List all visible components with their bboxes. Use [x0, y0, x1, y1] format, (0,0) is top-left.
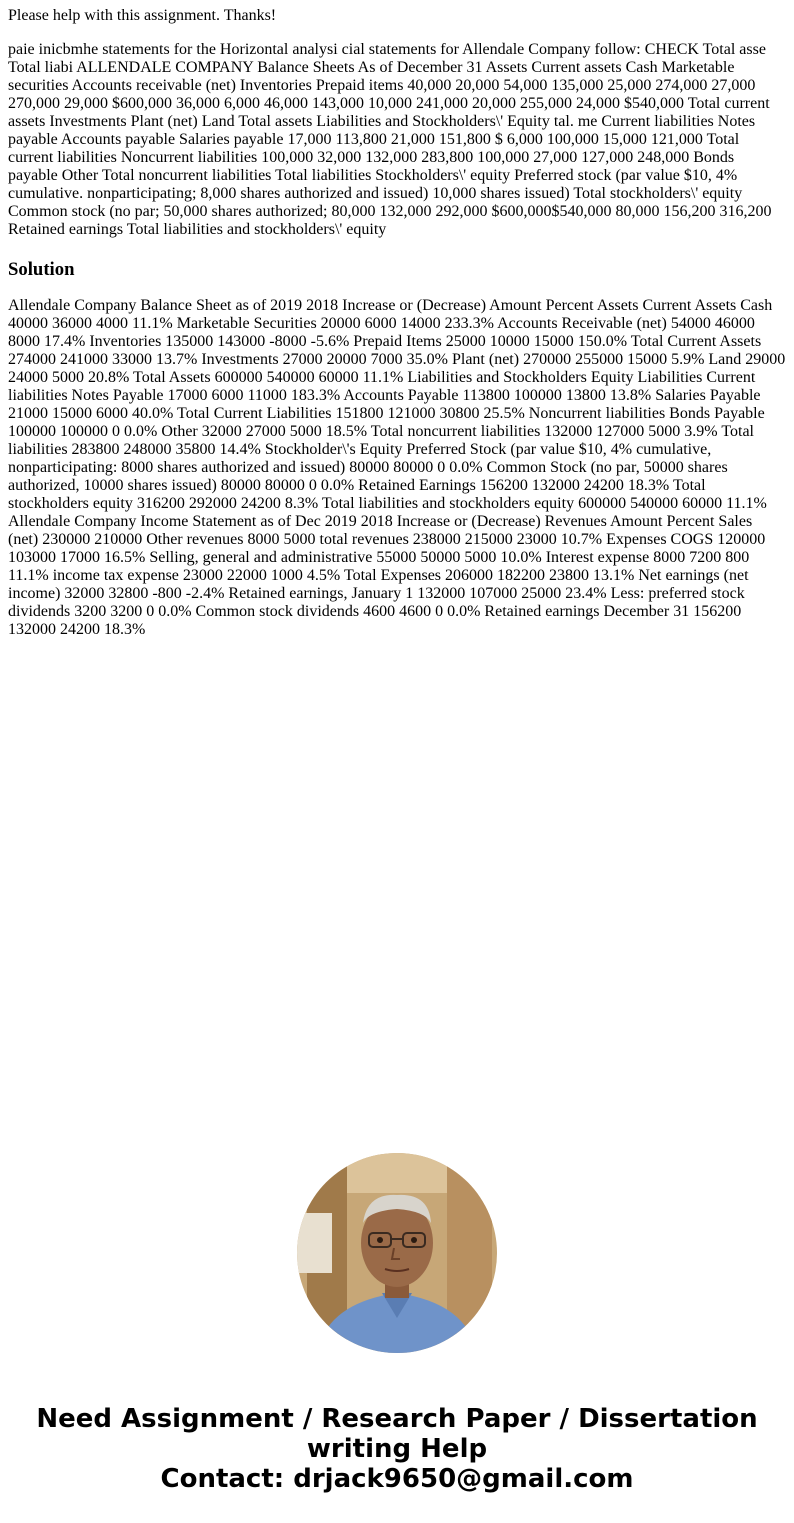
promo-banner: [0, 1404, 794, 1494]
promo-line-2: writing Help: [306, 1434, 488, 1464]
question-text: paie inicbmhe statements for the Horizontal analysi cial statements for Allendale Company follow: CHECK Total asse Total liabi ALLENDALE COMPANY Balance Sheets As of December 31 Assets Current assets Cash Marketable securities Accounts receivable (net) Inventories Prepaid items 40,000 20,000 54,000 135,000 25,000 274,000 27,000 270,000 29,000 $600,000 36,000 6,000 46,000 143,000 10,000 241,000 20,000 255,000 24,000 $540,000 Total current assets Investments Plant (net) Land Total assets Liabilities and Stockholders\' Equity tal. me Current liabilities Notes payable Accounts payable Salaries payable 17,000 113,800 21,000 151,800 $ 6,000 100,000 15,000 121,000 Total current liabilities Noncurrent liabilities 100,000 32,000 132,000 283,800 100,000 27,000 127,000 248,000 Bonds payable Other Total noncurrent liabilities Total liabilities Stockholders\' equity Preferred stock (par value $10, 4% cumulative. nonparticipating; 8,000 shares authorized and issued) 10,000 shares issued) Total stockholders\' equity Common stock (no par; 50,000 shares authorized; 80,000 132,000 292,000 $600,000$540,000 80,000 156,200 316,200 Retained earnings Total liabilities and stockholders\' equity: [8, 41, 772, 238]
author-photo-graphic: [297, 1153, 497, 1353]
solution-heading: Solution: [8, 259, 75, 280]
promo-line-1: Need Assignment / Research Paper / Dissertation: [36, 1404, 758, 1434]
solution-text: Allendale Company Balance Sheet as of 2019 2018 Increase or (Decrease) Amount Percent Assets Current Assets Cash 40000 36000 4000 11.1% Marketable Securities 20000 6000 14000 233.3% Accounts Receivable (net) 54000 46000 8000 17.4% Inventories 135000 143000 -8000 -5.6% Prepaid Items 25000 10000 15000 150.0% Total Current Assets 274000 241000 33000 13.7% Investments 27000 20000 7000 35.0% Plant (net) 270000 255000 15000 5.9% Land 29000 24000 5000 20.8% Total Assets 600000 540000 60000 11.1% Liabilities and Stockholders Equity Liabilities Current liabilities Notes Payable 17000 6000 11000 183.3% Accounts Payable 113800 100000 13800 13.8% Salaries Payable 21000 15000 6000 40.0% Total Current Liabilities 151800 121000 30800 25.5% Noncurrent liabilities Bonds Payable 100000 100000 0 0.0% Other 32000 27000 5000 18.5% Total noncurrent liabilities 132000 127000 5000 3.9% Total liabilities 283800 248000 35800 14.4% Stockholder\'s Equity Preferred Stock (par value $10, 4% cumulative, nonparticipating: 8000 shares authorized and issued) 80000 80000 0 0.0% Common Stock (no par, 50000 shares authorized, 10000 shares issued) 80000 80000 0 0.0% Retained Earnings 156200 132000 24200 18.3% Total stockholders equity 316200 292000 24200 8.3% Total liabilities and stockholders equity 600000 540000 60000 11.1% Allendale Company Income Statement as of Dec 2019 2018 Increase or (Decrease) Revenues Amount Percent Sales (net) 230000 210000 Other revenues 8000 5000 total revenues 238000 215000 23000 10.7% Expenses COGS 120000 103000 17000 16.5% Selling, general and administrative 55000 50000 5000 10.0% Interest expense 8000 7200 800 11.1% income tax expense 23000 22000 1000 4.5% Total Expenses 206000 182200 23800 13.1% Net earnings (net income) 32000 32800 -800 -2.4% Retained earnings, January 1 132000 107000 25000 23.4% Less: preferred stock dividends 3200 3200 0 0.0% Common stock dividends 4600 4600 0 0.0% Retained earnings December 31 156200 132000 24200 18.3%: [8, 297, 786, 638]
page-content: [8, 0, 786, 639]
promo-contact: Contact: drjack9650@gmail.com: [160, 1464, 634, 1494]
author-photo: [297, 1153, 497, 1353]
intro-text: Please help with this assignment. Thanks!: [8, 7, 277, 24]
